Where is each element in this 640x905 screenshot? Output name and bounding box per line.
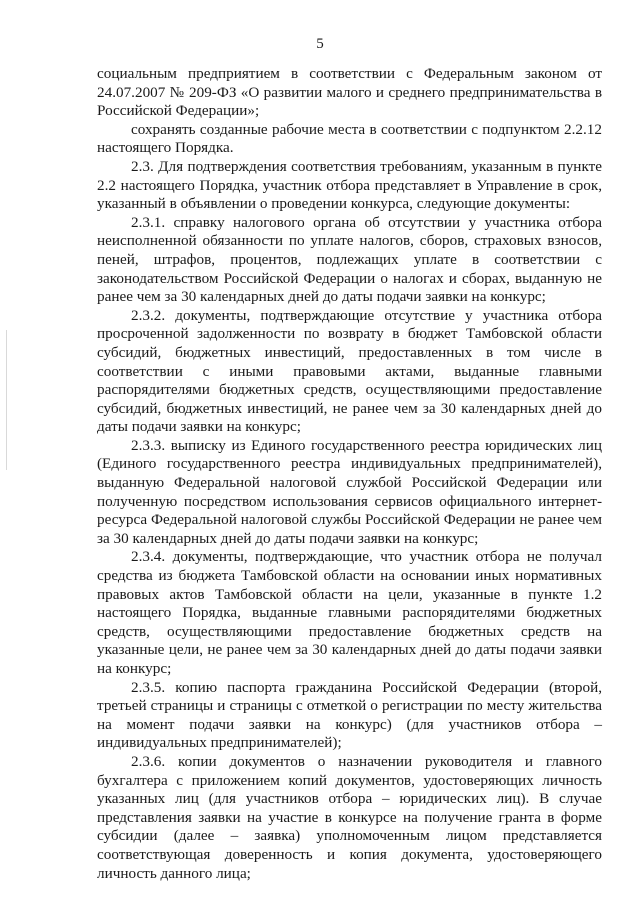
paragraph-2-3-3: 2.3.3. выписку из Единого государственного реестра юридических лиц (Единого государственного реестра индивидуальных предпринимателей), выданную Федеральной налоговой службой Российской Федерации или полученную посредством использования сервисов официального интернет-ресурса Федеральной налоговой службы Российской Федерации не ранее чем за 30 календарных дней до даты подачи заявки на конкурс; [97,436,602,547]
paragraph-2-3-4: 2.3.4. документы, подтверждающие, что участник отбора не получал средства из бюджета Тамбовской области на основании иных нормативных правовых актов Тамбовской области на цели, указанные в пункте 1.2 настоящего Порядка, выданные главными распорядителями бюджетных средств, осуществляющими предоставление бюджетных средств на указанные цели, не ранее чем за 30 календарных дней до даты подачи заявки на конкурс; [97,548,602,677]
paragraph-2-3: 2.3. Для подтверждения соответствия требованиям, указанным в пункте 2.2 настоящего Порядка, участник отбора представляет в Управление в срок, указанный в объявлении о проведении конкурса, следующие документы: [97,157,602,213]
paragraph-2-3-2: 2.3.2. документы, подтверждающие отсутствие у участника отбора просроченной задолженности по возврату в бюджет Тамбовской области субсидий, бюджетных инвестиций, предоставленных в том числе в соответствии с иными правовыми актами, выданные главными распорядителями бюджетных средств, осуществляющими предоставление субсидий, бюджетных инвестиций, не ранее чем за 30 календарных дней до даты подачи заявки на конкурс; [97,306,602,436]
paragraph-jobs: сохранять созданные рабочие места в соответствии с подпунктом 2.2.12 настоящего Порядка. [97,120,602,157]
paragraph-2-3-6: 2.3.6. копии документов о назначении руководителя и главного бухгалтера с приложением копий документов, удостоверяющих личность указанных лиц (для участников отбора – юридических лиц). В случае представления заявки на участие в конкурсе на получение гранта в форме субсидии (далее – заявка) уполномоченным лицом представляется соответствующая доверенность и копия документа, удостоверяющего личность данного лица; [97,752,602,882]
paragraph-2-3-1: 2.3.1. справку налогового органа об отсутствии у участника отбора неисполненной обязанности по уплате налогов, сборов, страховых взносов, пеней, штрафов, процентов, подлежащих уплате в соответствии с законодательством Российской Федерации о налогах и сборах, выданную не ранее чем за 30 календарных дней до даты подачи заявки на конкурс; [97,213,602,306]
paragraph-continuation: социальным предприятием в соответствии с Федеральным законом от 24.07.2007 № 209-ФЗ «О развитии малого и среднего предпринимательства в Российской Федерации»; [97,65,602,120]
page-number: 5 [316,36,324,52]
document-body [97,65,602,883]
paragraph-2-3-5: 2.3.5. копию паспорта гражданина Российской Федерации (второй, третьей страницы и страницы с отметкой о регистрации по месту жительства на момент подачи заявки на конкурс) (для участников отбора – индивидуальных предпринимателей); [97,678,602,752]
scan-edge-mark [6,330,7,470]
